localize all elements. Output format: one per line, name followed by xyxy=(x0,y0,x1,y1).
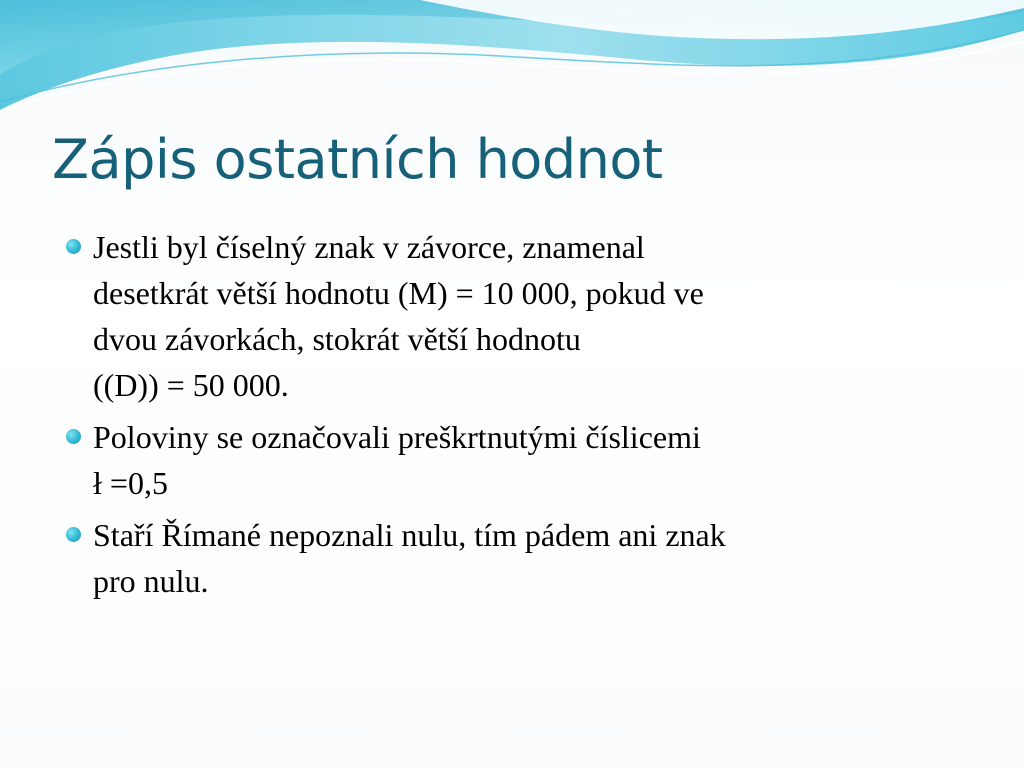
bullet-text-line: ł =0,5 xyxy=(93,465,168,501)
bullet-text-line: dvou závorkách, stokrát větší hodnotu xyxy=(93,321,581,357)
wave-header-decoration xyxy=(0,0,1024,130)
bullet-text-line: Staří Římané nepoznali nulu, tím pádem ani znak xyxy=(93,517,726,553)
bullet-item xyxy=(64,512,964,604)
bullet-list xyxy=(64,224,964,610)
bullet-item xyxy=(64,414,964,506)
bullet-dot-icon xyxy=(66,527,81,542)
bullet-item xyxy=(64,224,964,408)
bullet-text-line: pro nulu. xyxy=(93,563,209,599)
bullet-text-line: Poloviny se označovali preškrtnutými číslicemi xyxy=(93,419,701,455)
bullet-text-line: Jestli byl číselný znak v závorce, znamenal xyxy=(93,229,645,265)
bullet-text-line: desetkrát větší hodnotu (M) = 10 000, pokud ve xyxy=(93,275,704,311)
bullet-text-line: ((D)) = 50 000. xyxy=(93,367,289,403)
slide-title: Zápis ostatních hodnot xyxy=(52,128,663,191)
bullet-dot-icon xyxy=(66,429,81,444)
bullet-dot-icon xyxy=(66,239,81,254)
